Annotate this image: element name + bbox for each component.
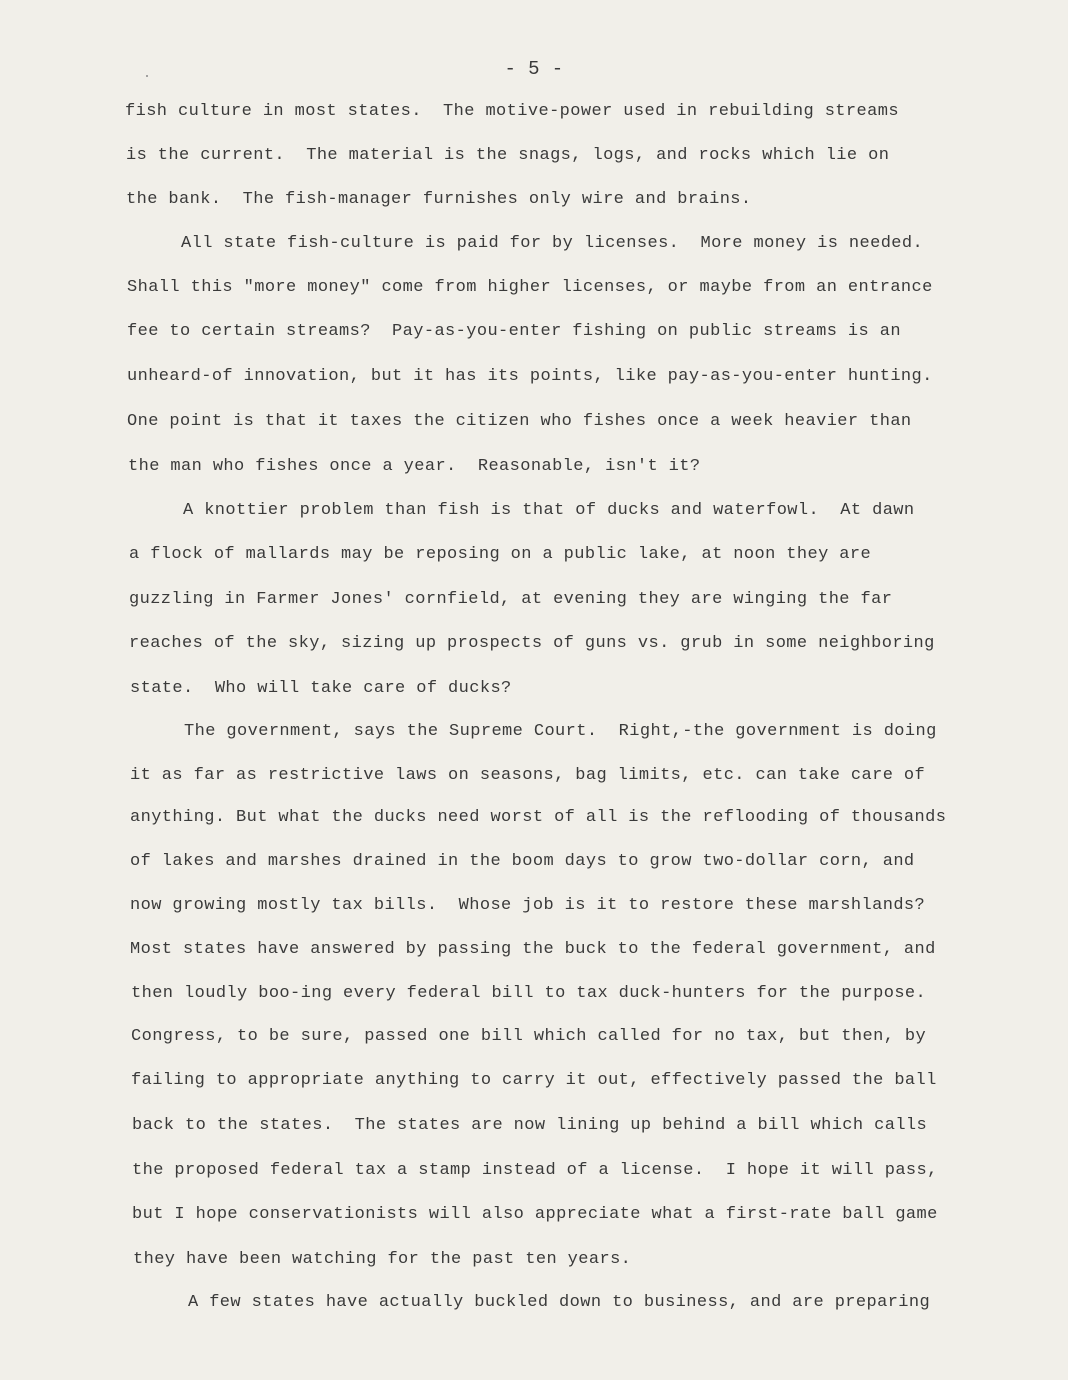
text-line: is the current. The material is the snags, logs, and rocks which lie on [126, 146, 890, 165]
text-line: then loudly boo-ing every federal bill to tax duck-hunters for the purpose. [131, 984, 927, 1003]
paragraph-start-line: All state fish-culture is paid for by licenses. More money is needed. [181, 234, 924, 253]
text-line: of lakes and marshes drained in the boom days to grow two-dollar corn, and [130, 852, 915, 871]
text-line: failing to appropriate anything to carry it out, effectively passed the ball [131, 1071, 937, 1090]
text-line: Shall this "more money" come from higher licenses, or maybe from an entrance [127, 278, 933, 297]
text-line: state. Who will take care of ducks? [130, 679, 512, 698]
paragraph-start-line: A knottier problem than fish is that of ducks and waterfowl. At dawn [183, 501, 915, 520]
text-line: the proposed federal tax a stamp instead of a license. I hope it will pass, [132, 1161, 938, 1180]
page-number: - 5 - [504, 58, 564, 80]
text-line: back to the states. The states are now lining up behind a bill which calls [132, 1116, 928, 1135]
text-line: a flock of mallards may be reposing on a public lake, at noon they are [129, 545, 872, 564]
text-line: it as far as restrictive laws on seasons, bag limits, etc. can take care of [130, 766, 926, 785]
paragraph-start-line: The government, says the Supreme Court. Right,-the government is doing [184, 722, 937, 741]
text-line: guzzling in Farmer Jones' cornfield, at evening they are winging the far [129, 590, 893, 609]
text-line: they have been watching for the past ten years. [133, 1250, 632, 1269]
text-line: fee to certain streams? Pay-as-you-enter fishing on public streams is an [127, 322, 901, 341]
text-line: now growing mostly tax bills. Whose job is it to restore these marshlands? [130, 896, 926, 915]
text-line: the bank. The fish-manager furnishes only wire and brains. [126, 190, 752, 209]
text-line: Most states have answered by passing the buck to the federal government, and [130, 940, 936, 959]
text-line: anything. But what the ducks need worst of all is the reflooding of thousands [130, 808, 947, 827]
text-line: unheard-of innovation, but it has its points, like pay-as-you-enter hunting. [127, 367, 933, 386]
paragraph-start-line: A few states have actually buckled down to business, and are preparing [188, 1293, 931, 1312]
text-line: but I hope conservationists will also appreciate what a first-rate ball game [132, 1205, 938, 1224]
text-line: One point is that it taxes the citizen who fishes once a week heavier than [127, 412, 912, 431]
text-line: reaches of the sky, sizing up prospects of guns vs. grub in some neighboring [129, 634, 935, 653]
text-line: fish culture in most states. The motive-power used in rebuilding streams [125, 102, 899, 121]
text-line: Congress, to be sure, passed one bill which called for no tax, but then, by [131, 1027, 927, 1046]
text-line: the man who fishes once a year. Reasonable, isn't it? [128, 457, 701, 476]
